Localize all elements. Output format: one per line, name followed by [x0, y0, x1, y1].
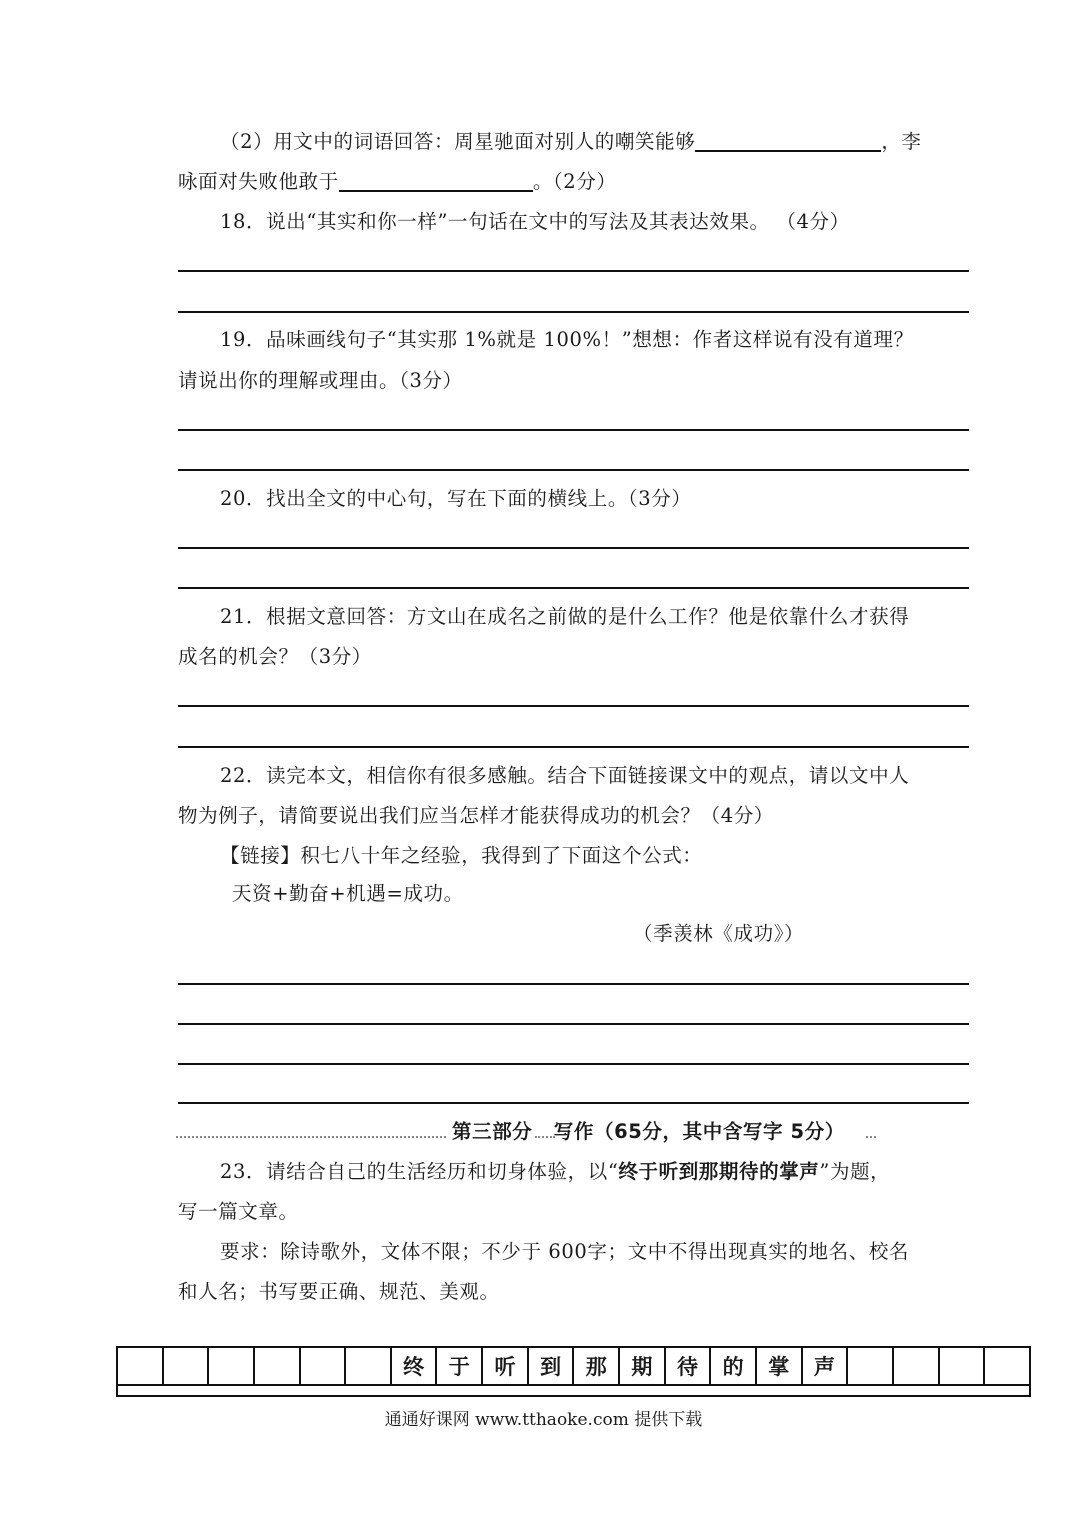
grid-cell[interactable]: 到 [528, 1347, 574, 1385]
grid-cell[interactable] [984, 1347, 1030, 1385]
q21-line2: 成名的机会？（3分） [178, 645, 372, 668]
grid-cell[interactable]: 那 [573, 1347, 619, 1385]
grid-cell[interactable] [254, 1347, 300, 1385]
q17-2-line2-prefix: 咏面对失败他敢于 [178, 170, 339, 193]
q17-2-answer-blank-1[interactable] [695, 128, 881, 152]
grid-cell[interactable]: 期 [619, 1347, 665, 1385]
q18-text: 18．说出“其实和你一样”一句话在文中的写法及其表达效果。 （4分） [220, 210, 850, 233]
q19-line1: 19．品味画线句子“其实那 1%就是 100%！”想想：作者这样说有没有道理？ [220, 328, 914, 351]
q17-2-answer-blank-2[interactable] [339, 168, 533, 192]
grid-cell[interactable]: 终 [391, 1347, 437, 1385]
writing-grid-row [117, 1347, 1030, 1385]
q23-line2: 写一篇文章。 [178, 1200, 299, 1223]
grid-cell[interactable]: 待 [665, 1347, 711, 1385]
q20-answer-line-1[interactable] [178, 547, 969, 549]
grid-cell[interactable]: 声 [802, 1347, 848, 1385]
grid-cell[interactable] [345, 1347, 391, 1385]
grid-cell[interactable]: 听 [482, 1347, 528, 1385]
part3-title-b: 写作（65分，其中含写字 5分） [553, 1120, 845, 1143]
q21-answer-line-2[interactable] [178, 746, 969, 748]
grid-cell[interactable] [847, 1347, 893, 1385]
q22-link: 【链接】积七八十年之经验，我得到了下面这个公式： [220, 844, 703, 867]
q21-line1: 21．根据文意回答：方文山在成名之前做的是什么工作？他是依靠什么才获得 [220, 605, 910, 628]
part3-title [452, 1118, 845, 1146]
q22-answer-line-2[interactable] [178, 1023, 969, 1025]
q22-line2: 物为例子，请简要说出我们应当怎样才能获得成功的机会？（4分） [178, 804, 774, 827]
grid-cell[interactable]: 于 [436, 1347, 482, 1385]
q19-answer-line-1[interactable] [178, 429, 969, 431]
q23-line1 [220, 1158, 890, 1186]
q19-line2: 请说出你的理解或理由。（3分） [178, 369, 463, 392]
part3-dotted-tail [866, 1136, 876, 1138]
q23-req2: 和人名；书写要正确、规范、美观。 [178, 1280, 500, 1303]
page-footer: 通通好课网 www.tthaoke.com 提供下载 [384, 1410, 703, 1430]
grid-cell[interactable]: 的 [710, 1347, 756, 1385]
grid-cell[interactable] [300, 1347, 346, 1385]
q17-2-line1 [220, 128, 922, 156]
q21-answer-line-1[interactable] [178, 705, 969, 707]
q20-text: 20．找出全文的中心句，写在下面的横线上。（3分） [220, 487, 692, 510]
q22-formula: 天资+勤奋+机遇=成功。 [232, 882, 464, 905]
q22-answer-line-3[interactable] [178, 1063, 969, 1065]
q23-line1-prefix: 23．请结合自己的生活经历和切身体验，以“ [220, 1160, 619, 1183]
grid-cell[interactable] [939, 1347, 985, 1385]
writing-grid-spacer-row [116, 1386, 1031, 1397]
q17-2-prefix: （2）用文中的词语回答：周星驰面对别人的嘲笑能够 [220, 130, 696, 153]
q19-answer-line-2[interactable] [178, 469, 969, 471]
q23-req1: 要求：除诗歌外，文体不限；不少于 600字；文中不得出现真实的地名、校名 [220, 1240, 910, 1263]
q23-line1-suffix: ”为题， [819, 1160, 891, 1183]
q22-answer-line-1[interactable] [178, 983, 969, 985]
part3-dotted-leader [176, 1136, 446, 1138]
grid-cell[interactable]: 掌 [756, 1347, 802, 1385]
q22-source: （季羡林《成功》） [633, 922, 805, 945]
q17-2-suffix: ，李 [881, 130, 922, 153]
q17-2-line2-suffix: 。（2分） [532, 170, 617, 193]
q23-essay-title: 终于听到那期待的掌声 [618, 1160, 820, 1183]
q20-answer-line-2[interactable] [178, 587, 969, 589]
grid-cell[interactable] [163, 1347, 209, 1385]
q18-answer-line-1[interactable] [178, 270, 969, 272]
q17-2-line2 [178, 168, 616, 196]
q22-answer-line-4[interactable] [178, 1102, 969, 1104]
q22-line1: 22．读完本文，相信你有很多感触。结合下面链接课文中的观点，请以文中人 [220, 764, 910, 787]
grid-cell[interactable] [208, 1347, 254, 1385]
q18-answer-line-2[interactable] [178, 311, 969, 313]
grid-cell[interactable] [117, 1347, 163, 1385]
part3-title-a: 第三部分 [452, 1120, 533, 1143]
grid-cell[interactable] [893, 1347, 939, 1385]
writing-grid [116, 1346, 1031, 1386]
